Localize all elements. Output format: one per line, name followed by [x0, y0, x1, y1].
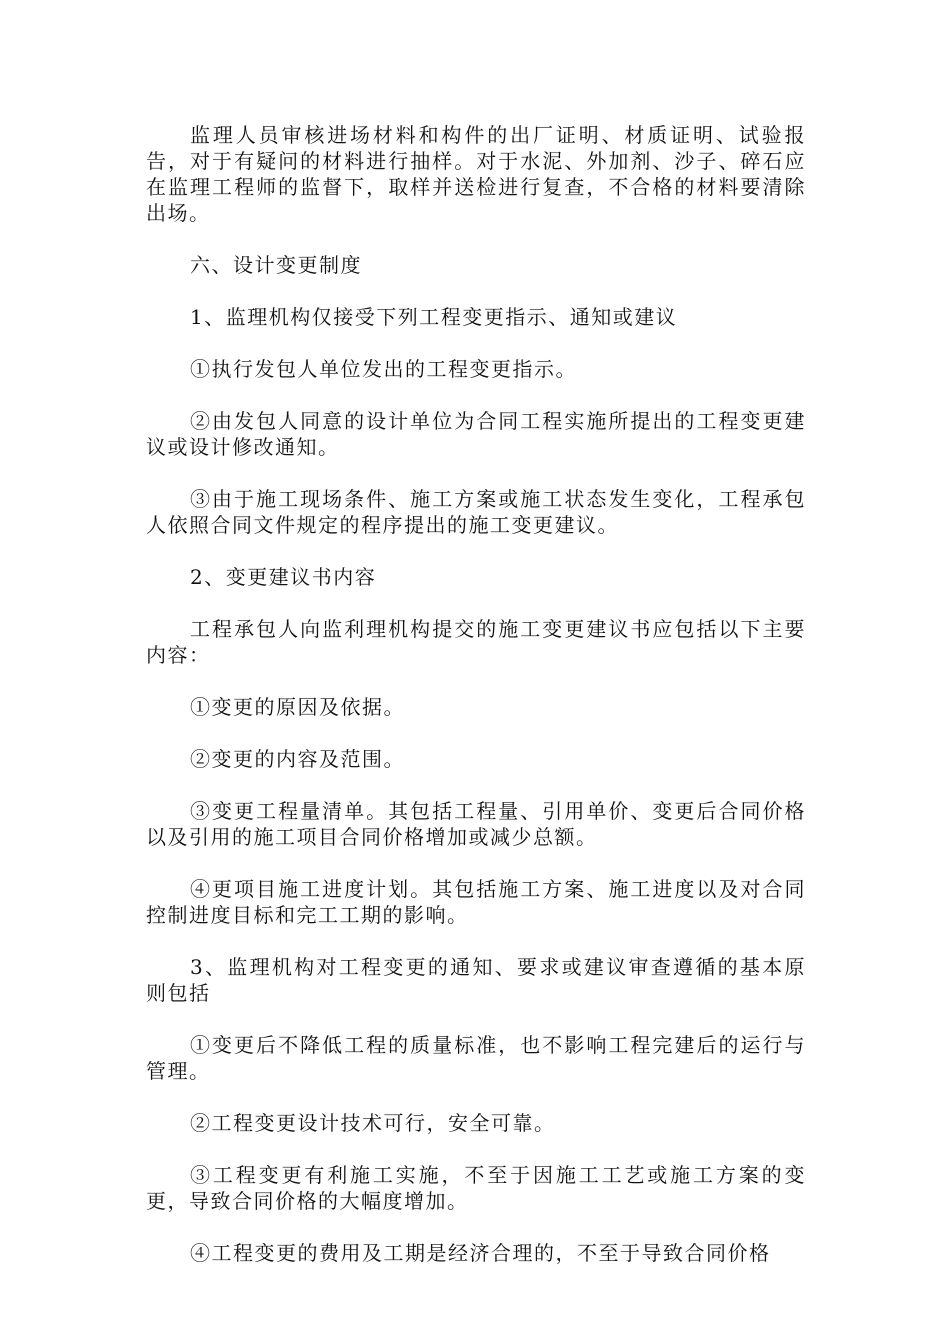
- list-item: ④更项目施工进度计划。其包括施工方案、施工进度以及对合同控制进度目标和完工工期的影响。: [146, 877, 806, 927]
- subheading-review-principles: 3、监理机构对工程变更的通知、要求或建议审查遵循的基本原则包括: [146, 955, 806, 1005]
- list-item: ③变更工程量清单。其包括工程量、引用单价、变更后合同价格以及引用的施工项目合同价格增加或减少总额。: [146, 799, 806, 849]
- paragraph-proposal-intro: 工程承包人向监利理机构提交的施工变更建议书应包括以下主要内容：: [146, 617, 806, 667]
- subheading-proposal-content: 2、变更建议书内容: [190, 565, 377, 589]
- list-item: ①执行发包人单位发出的工程变更指示。: [190, 357, 577, 381]
- list-item: ①变更的原因及依据。: [190, 695, 405, 719]
- list-item: ②变更的内容及范围。: [190, 747, 405, 771]
- section-heading-design-change: 六、设计变更制度: [190, 253, 362, 277]
- subheading-accepted-changes: 1、监理机构仅接受下列工程变更指示、通知或建议: [190, 305, 678, 329]
- paragraph-material-inspection: 监理人员审核进场材料和构件的出厂证明、材质证明、试验报告，对于有疑问的材料进行抽样。对于水泥、外加剂、沙子、碎石应在监理工程师的监督下，取样并送检进行复查，不合格的材料要清除出场。: [146, 123, 806, 225]
- list-item: ③由于施工现场条件、施工方案或施工状态发生变化，工程承包人依照合同文件规定的程序提出的施工变更建议。: [146, 487, 806, 537]
- list-item: ②工程变更设计技术可行，安全可靠。: [190, 1111, 556, 1135]
- list-item: ①变更后不降低工程的质量标准，也不影响工程完建后的运行与管理。: [146, 1033, 806, 1083]
- document-body: [146, 122, 806, 1292]
- list-item: ②由发包人同意的设计单位为合同工程实施所提出的工程变更建议或设计修改通知。: [146, 409, 806, 459]
- list-item: ③工程变更有利施工实施，不至于因施工工艺或施工方案的变更，导致合同价格的大幅度增加。: [146, 1163, 806, 1213]
- list-item: ④工程变更的费用及工期是经济合理的，不至于导致合同价格: [190, 1241, 771, 1265]
